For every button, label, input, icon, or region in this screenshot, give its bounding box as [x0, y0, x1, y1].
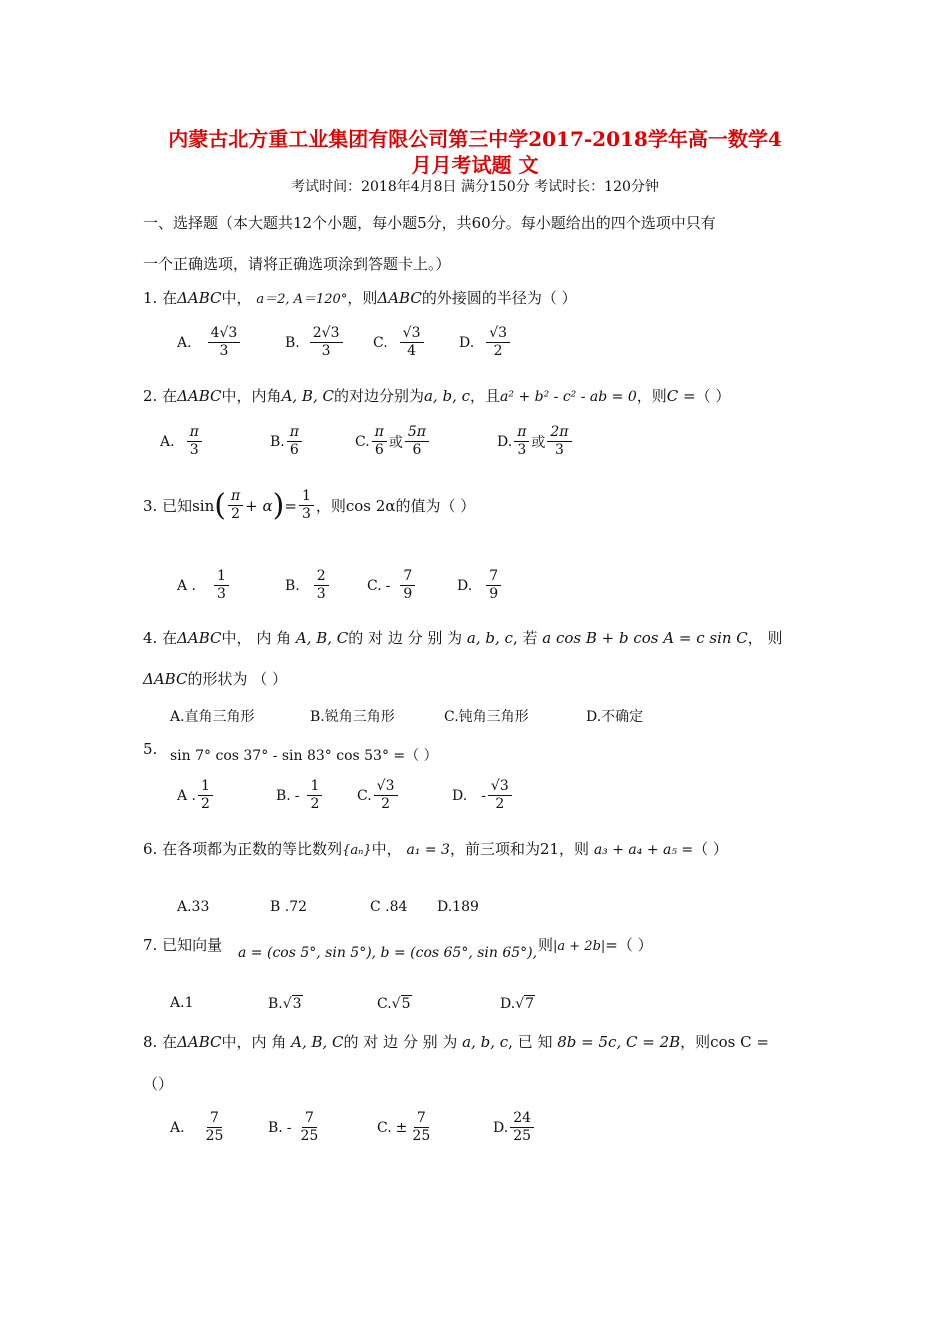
- option-numerator: π: [514, 424, 529, 442]
- option-or: 或: [388, 434, 403, 451]
- q8-condition: 8b = 5c, C = 2B: [557, 1033, 681, 1051]
- option-denominator: 6: [412, 442, 422, 458]
- q4-option-c[interactable]: C.钝角三角形: [444, 709, 529, 725]
- q2-option-b[interactable]: [270, 424, 304, 459]
- q3-option-c[interactable]: [367, 568, 417, 603]
- q7-text: 7. 已知向量: [143, 936, 223, 954]
- option-label: B.: [270, 433, 285, 450]
- q4-text: , 若: [512, 629, 538, 647]
- option-denominator: 6: [289, 442, 299, 458]
- q7-vectors: a = (cos 5°, sin 5°), b = (cos 65°, sin 65°),: [238, 945, 538, 961]
- option-label: C.: [357, 787, 372, 804]
- q4-option-a[interactable]: A.直角三角形: [170, 709, 255, 725]
- q8-option-d[interactable]: [493, 1110, 536, 1145]
- q6-sequence: {aₙ}: [342, 843, 372, 858]
- q5-option-c[interactable]: [357, 778, 400, 813]
- option-label: D.: [493, 1119, 509, 1136]
- q8-triangle: ΔABC: [177, 1033, 222, 1051]
- q8-text: ，则: [680, 1033, 711, 1051]
- q3-inner-numerator: π: [228, 488, 243, 506]
- option-denominator: 6: [374, 442, 384, 458]
- q2-text: （ ）: [695, 387, 731, 405]
- option-numerator: 7: [400, 568, 415, 586]
- q1-option-c[interactable]: [373, 325, 426, 360]
- option-denominator: 2: [381, 796, 391, 812]
- option-denominator: 9: [403, 586, 413, 602]
- option-denominator: 3: [219, 343, 229, 359]
- option-sign: -: [481, 787, 486, 804]
- option-denominator: 2: [495, 796, 505, 812]
- q3-text: 的值为（ ）: [395, 497, 476, 515]
- q4-text: 的形状为 （ ）: [187, 670, 287, 688]
- option-label: A .: [177, 577, 197, 594]
- option-numerator: √3: [400, 325, 424, 343]
- option-label: B.: [276, 787, 291, 804]
- option-numerator: √3: [486, 325, 510, 343]
- q1-triangle: ΔABC: [177, 289, 222, 307]
- question-7: [143, 934, 222, 955]
- q2-condition: a² + b² - c² - ab = 0: [500, 389, 637, 405]
- option-denominator: 25: [205, 1128, 224, 1144]
- q3-text: ，则: [315, 497, 346, 515]
- q6-text: 中，: [371, 840, 402, 858]
- option-numerator: 5π: [405, 424, 429, 442]
- option-numerator: 1: [198, 778, 213, 796]
- option-label: B.: [268, 1119, 283, 1136]
- q1-condition: a＝2, A＝120°: [256, 292, 348, 307]
- question-4: [143, 627, 783, 648]
- q2-text: ，且: [470, 387, 501, 405]
- q7-equals: =: [605, 936, 618, 954]
- q6-option-b[interactable]: B .72: [270, 899, 308, 915]
- question-7-line-2: [238, 945, 537, 961]
- option-numerator: 7: [302, 1110, 317, 1128]
- option-label: D.: [452, 787, 468, 804]
- option-label: B.: [285, 334, 300, 351]
- option-label: C.: [377, 995, 392, 1012]
- q3-rhs-numerator: 1: [299, 488, 314, 506]
- option-numerator: 2√3: [310, 325, 343, 343]
- option-denominator: 3: [217, 586, 226, 602]
- q3-plus-alpha: + α: [245, 496, 273, 515]
- q8-sides: a, b, c: [462, 1033, 509, 1051]
- option-label: B.: [268, 995, 283, 1012]
- option-denominator: 3: [189, 442, 199, 458]
- q2-text: 2. 在: [143, 387, 178, 405]
- q4-sides: a, b, c: [466, 629, 513, 647]
- q8-text: 8. 在: [143, 1033, 178, 1051]
- sqrt-icon: √: [282, 995, 292, 1012]
- option-or: 或: [531, 434, 546, 451]
- q4-text: 4. 在: [143, 629, 178, 647]
- q1-text: 中，: [221, 289, 252, 307]
- option-denominator: 25: [513, 1128, 532, 1144]
- q3-text: 3. 已知: [143, 497, 193, 515]
- option-label: C.: [377, 1119, 392, 1136]
- q1-option-a[interactable]: [177, 325, 242, 360]
- q7-option-a[interactable]: [170, 995, 193, 1011]
- option-label: A.: [170, 995, 185, 1011]
- section-intro-2: 一个正确选项，请将正确选项涂到答题卡上。）: [143, 255, 451, 273]
- option-sign: ±: [395, 1119, 408, 1136]
- q6-text: 6. 在各项都为正数的等比数列: [143, 840, 343, 858]
- q8-option-c[interactable]: [377, 1110, 435, 1145]
- q4-condition: a cos B + b cos A = c sin C: [542, 629, 748, 647]
- question-5: [143, 740, 157, 758]
- q4-triangle: ΔABC: [143, 670, 188, 688]
- option-label: A.: [160, 433, 175, 450]
- option-denominator: 25: [412, 1128, 431, 1144]
- option-denominator: 25: [300, 1128, 319, 1144]
- q7-text: （ ）: [617, 936, 653, 954]
- option-label: A.: [170, 1119, 185, 1136]
- option-numerator: π: [287, 424, 302, 442]
- option-numerator: 1: [307, 778, 322, 796]
- q3-sin: sin: [192, 496, 215, 515]
- option-numerator: 7: [207, 1110, 222, 1128]
- option-denominator: 3: [517, 442, 527, 458]
- q8-text: , 已 知: [508, 1033, 553, 1051]
- q5-option-a[interactable]: [177, 778, 215, 813]
- option-value: 3: [292, 996, 302, 1012]
- option-label: A .: [177, 787, 197, 804]
- option-label: D.: [459, 334, 475, 351]
- q6-condition: a₁ = 3: [406, 842, 450, 858]
- option-numerator: π: [187, 424, 202, 442]
- q2-text: ，则: [636, 387, 667, 405]
- q1-text: ，则: [347, 289, 378, 307]
- option-denominator: 9: [489, 586, 499, 602]
- option-numerator: 2: [314, 568, 329, 586]
- q2-triangle: ΔABC: [177, 387, 222, 405]
- q5-text: （ ）: [405, 748, 438, 764]
- q6-expr: a₃ + a₄ + a₅ =: [593, 842, 694, 858]
- question-3: [143, 488, 475, 523]
- title-line-2: 月月考试题 文: [411, 153, 539, 177]
- option-sign: -: [286, 1119, 292, 1136]
- option-numerator: 4√3: [208, 325, 241, 343]
- q4-text: ， 则: [747, 629, 783, 647]
- q3-option-a[interactable]: [177, 568, 231, 603]
- q1-triangle: ΔABC: [377, 289, 422, 307]
- option-label: C.: [373, 334, 388, 351]
- sqrt-icon: √: [515, 995, 525, 1012]
- q3-rhs-denominator: 3: [301, 506, 311, 522]
- q2-option-d[interactable]: [497, 424, 574, 459]
- q7-expr: |a + 2b|: [553, 939, 606, 954]
- q4-triangle: ΔABC: [177, 629, 222, 647]
- q4-text: 的 对 边 分 别 为: [348, 629, 463, 647]
- option-numerator: 7: [414, 1110, 429, 1128]
- option-denominator: 2: [201, 796, 210, 812]
- option-sign: -: [385, 577, 391, 594]
- option-numerator: π: [372, 424, 387, 442]
- option-numerator: 1: [214, 568, 229, 586]
- option-label: D.: [500, 995, 516, 1012]
- question-6: [143, 838, 728, 859]
- option-denominator: 2: [310, 796, 320, 812]
- q4-text: 中， 内 角: [221, 629, 292, 647]
- option-sign: -: [294, 787, 300, 804]
- q2-text: 中，内角: [221, 387, 282, 405]
- left-paren-icon: (: [214, 487, 226, 523]
- q7-option-d[interactable]: [500, 995, 535, 1012]
- q2-sides: a, b, c: [423, 387, 471, 405]
- q8-ask: cos C =: [710, 1033, 769, 1051]
- q6-option-a[interactable]: A.33: [177, 899, 210, 915]
- option-value: 7: [525, 996, 535, 1012]
- question-8: [143, 1031, 769, 1052]
- q6-text: （ ）: [693, 840, 728, 858]
- q8-option-a[interactable]: [170, 1110, 228, 1145]
- q3-equals: =: [284, 496, 297, 515]
- q5-option-d[interactable]: [452, 778, 514, 813]
- option-numerator: 2π: [547, 424, 571, 442]
- q7-option-b[interactable]: [268, 995, 303, 1012]
- q3-option-b[interactable]: [285, 568, 331, 603]
- sqrt-icon: √: [391, 995, 401, 1012]
- q1-text: 1. 在: [143, 289, 178, 307]
- q4-angles: A, B, C: [295, 629, 349, 647]
- q5-expr: sin 7° cos 37° - sin 83° cos 53° =: [170, 748, 406, 764]
- q7-text: 则: [538, 936, 554, 954]
- option-label: C.: [367, 577, 382, 594]
- option-value: 5: [401, 996, 411, 1012]
- question-1: [143, 287, 577, 308]
- q1-option-b[interactable]: [285, 325, 345, 360]
- option-denominator: 3: [316, 586, 326, 602]
- option-numerator: 7: [486, 568, 501, 586]
- q2-option-c[interactable]: [355, 424, 431, 459]
- section-intro-1: 一、选择题（本大题共12个小题，每小题5分，共60分。每小题给出的四个选项中只有: [143, 214, 716, 232]
- option-label: A.: [177, 334, 192, 351]
- q4-option-b[interactable]: B.锐角三角形: [310, 709, 395, 725]
- q3-expr: cos 2α: [345, 496, 396, 515]
- q6-option-c[interactable]: C .84: [370, 899, 408, 915]
- q8-angles: A, B, C: [291, 1033, 344, 1051]
- q7-option-c[interactable]: [377, 995, 412, 1012]
- question-8-line-2: （）: [143, 1075, 174, 1093]
- q5-option-b[interactable]: [276, 778, 324, 813]
- option-label: C.: [355, 433, 370, 450]
- q2-option-a[interactable]: [160, 424, 204, 459]
- option-denominator: 4: [407, 343, 417, 359]
- option-value: 1: [184, 995, 194, 1011]
- question-4-line-2: [143, 668, 287, 689]
- q4-option-d[interactable]: D.不确定: [586, 709, 644, 725]
- option-numerator: √3: [488, 778, 512, 796]
- q2-ask: C =: [666, 387, 696, 405]
- q6-text: ，前三项和为21，则: [449, 840, 590, 858]
- q1-text: 的外接圆的半径为（ ）: [421, 289, 577, 307]
- option-label: D.: [457, 577, 473, 594]
- option-denominator: 2: [493, 343, 503, 359]
- q5-number: 5.: [143, 740, 158, 758]
- right-paren-icon: ): [272, 487, 285, 523]
- title-line-1: 内蒙古北方重工业集团有限公司第三中学2017-2018学年高一数学4: [168, 127, 782, 151]
- option-label: B.: [285, 577, 300, 594]
- q3-option-d[interactable]: [457, 568, 503, 603]
- q8-text: 的 对 边 分 别 为: [343, 1033, 458, 1051]
- q2-text: 的对边分别为: [333, 387, 424, 405]
- option-denominator: 3: [554, 442, 564, 458]
- q1-option-d[interactable]: [459, 325, 512, 360]
- question-5-expr: [170, 745, 438, 765]
- q3-inner-denominator: 2: [231, 506, 241, 522]
- exam-info: 考试时间：2018年4月8日 满分150分 考试时长：120分钟: [291, 179, 659, 195]
- question-2: [143, 385, 730, 406]
- option-numerator: 24: [510, 1110, 534, 1128]
- option-label: D.: [497, 433, 513, 450]
- question-7-ask: [538, 934, 653, 955]
- q2-angles: A, B, C: [281, 387, 334, 405]
- option-denominator: 3: [321, 343, 331, 359]
- q8-option-b[interactable]: [268, 1110, 323, 1145]
- q6-option-d[interactable]: D.189: [437, 899, 479, 915]
- option-numerator: √3: [374, 778, 398, 796]
- q8-text: 中，内 角: [221, 1033, 287, 1051]
